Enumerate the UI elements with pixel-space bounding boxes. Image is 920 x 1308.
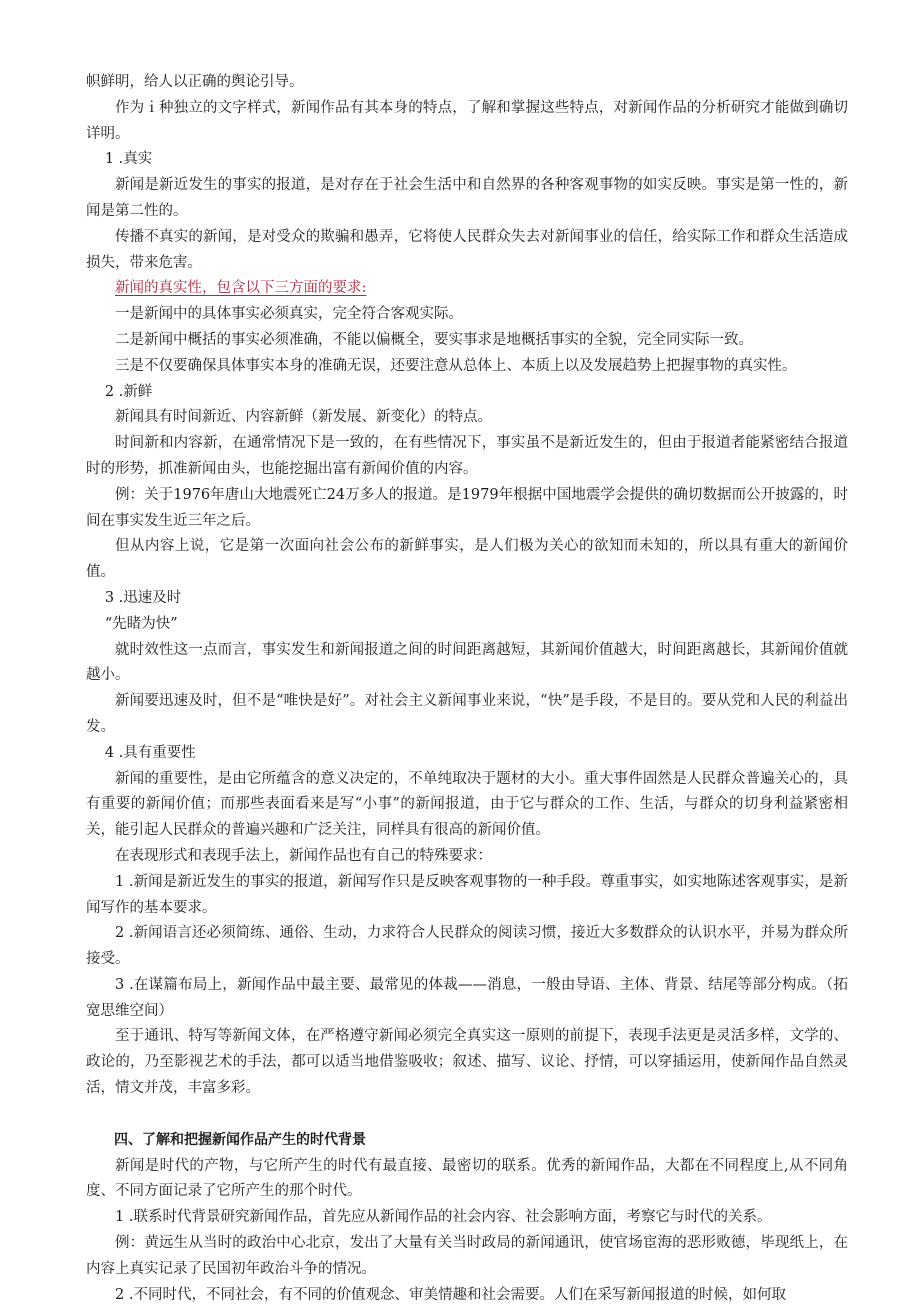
paragraph-continuation: 帜鲜明，给人以正确的舆论引导。 — [86, 74, 304, 90]
paragraph: 三是不仅要确保具体事实本身的准确无误，还要注意从总体上、本质上以及发展趋势上把握事物的真实性。 — [115, 357, 797, 374]
paragraph: 在表现形式和表现手法上，新闻作品也有自己的特殊要求： — [115, 847, 492, 864]
section-heading-freshness: 2 .新鲜 — [104, 383, 153, 400]
quote-line: “先睹为快” — [104, 615, 178, 632]
section-heading-timeliness: 3 .迅速及时 — [104, 589, 182, 606]
list-item: 2 .不同时代，不同社会，有不同的价值观念、审美情趣和社会需要。人们在采写新闻报道的时候，如何取 — [115, 1286, 786, 1303]
list-item: 2 .新闻语言还必须简练、通俗、生动，力求符合人民群众的阅读习惯，接近大多数群众的认识水平，并易为群众所接受。 — [86, 925, 848, 968]
paragraph: 新闻是时代的产物，与它所产生的时代有最直接、最密切的联系。优秀的新闻作品，大都在不同程度上,从不同角度、不同方面记录了它所产生的那个时代。 — [86, 1157, 848, 1200]
paragraph: 但从内容上说，它是第一次面向社会公布的新鲜事实，是人们极为关心的欲知而未知的，所以具有重大的新闻价值。 — [86, 538, 848, 581]
section-heading-truth: 1 .真实 — [104, 151, 153, 168]
truth-requirements-heading: 新闻的真实性，包含以下三方面的要求: — [115, 280, 367, 297]
document-page — [86, 70, 848, 1308]
paragraph: 新闻是新近发生的事实的报道，是对存在于社会生活中和自然界的各种客观事物的如实反映。事实是第一性的，新闻是第二性的。 — [86, 177, 848, 219]
section-heading-era-background: 四、了解和把握新闻作品产生的时代背景 — [114, 1131, 366, 1148]
paragraph: 传播不真实的新闻，是对受众的欺骗和愚弄，它将使人民群众失去对新闻事业的信任，给实际工作和群众生活造成损失，带来危害。 — [86, 228, 848, 271]
list-item: 1 .联系时代背景研究新闻作品，首先应从新闻作品的社会内容、社会影响方面，考察它与时代的关系。 — [115, 1209, 772, 1226]
paragraph-example: 例：关于1976年唐山大地震死亡24万多人的报道。是1979年根据中国地震学会提供的确切数据而公开披露的，时间在事实发生近三年之后。 — [86, 486, 848, 529]
paragraph: 二是新闻中概括的事实必须准确，不能以偏概全，要实事求是地概括事实的全貌，完全同实际一致。 — [115, 331, 753, 348]
paragraph: 就时效性这一点而言，事实发生和新闻报道之间的时间距离越短，其新闻价值越大，时间距离越长，其新闻价值就越小。 — [86, 641, 848, 684]
paragraph: 一是新闻中的具体事实必须真实，完全符合客观实际。 — [115, 306, 463, 323]
paragraph: 新闻的重要性，是由它所蕴含的意义决定的，不单纯取决于题材的大小。重大事件固然是人民群众普遍关心的，具有重要的新闻价值；而那些表面看来是写“小事”的新闻报道，由于它与群众的工作、生活，与群众的切身利益紧密相关，能引起人民群众的普遍兴趣和广泛关注，同样具有很高的新闻价值。 — [86, 770, 848, 839]
paragraph: 新闻具有时间新近、内容新鲜（新发展、新变化）的特点。 — [115, 409, 492, 426]
paragraph: 新闻要迅速及时，但不是“唯快是好”。对社会主义新闻事业来说，“快”是手段，不是目的。要从党和人民的利益出发。 — [86, 693, 848, 735]
list-item: 1 .新闻是新近发生的事实的报道，新闻写作只是反映客观事物的一种手段。尊重事实，如实地陈述客观事实，是新闻写作的基本要求。 — [86, 873, 848, 916]
spacer — [86, 1102, 848, 1128]
paragraph-intro: 作为ｉ种独立的文字样式，新闻作品有其本身的特点，了解和掌握这些特点，对新闻作品的分析研究才能做到确切详明。 — [86, 99, 848, 142]
paragraph: 至于通讯、特写等新闻文体，在严格遵守新闻必须完全真实这一原则的前提下，表现手法更是灵活多样，文学的、政论的，乃至影视艺术的手法，都可以适当地借鉴吸收；叙述、描写、议论、抒情，可以穿插运用，使新闻作品自然灵活，情文并茂，丰富多彩。 — [86, 1028, 848, 1097]
emphasized-line — [86, 276, 848, 302]
paragraph-example: 例：黄远生从当时的政治中心北京，发出了大量有关当时政局的新闻通讯，使官场宦海的恶形败德，毕现纸上，在内容上真实记录了民国初年政治斗争的情况。 — [86, 1235, 848, 1277]
section-heading-importance: 4 .具有重要性 — [104, 744, 196, 761]
list-item: 3 .在谋篇布局上，新闻作品中最主要、最常见的体裁——消息，一般由导语、主体、背景、结尾等部分构成。（拓宽思维空间） — [86, 976, 848, 1019]
paragraph: 时间新和内容新，在通常情况下是一致的，在有些情况下，事实虽不是新近发生的，但由于报道者能紧密结合报道时的形势，抓准新闻由头，也能挖掘出富有新闻价值的内容。 — [86, 435, 848, 477]
